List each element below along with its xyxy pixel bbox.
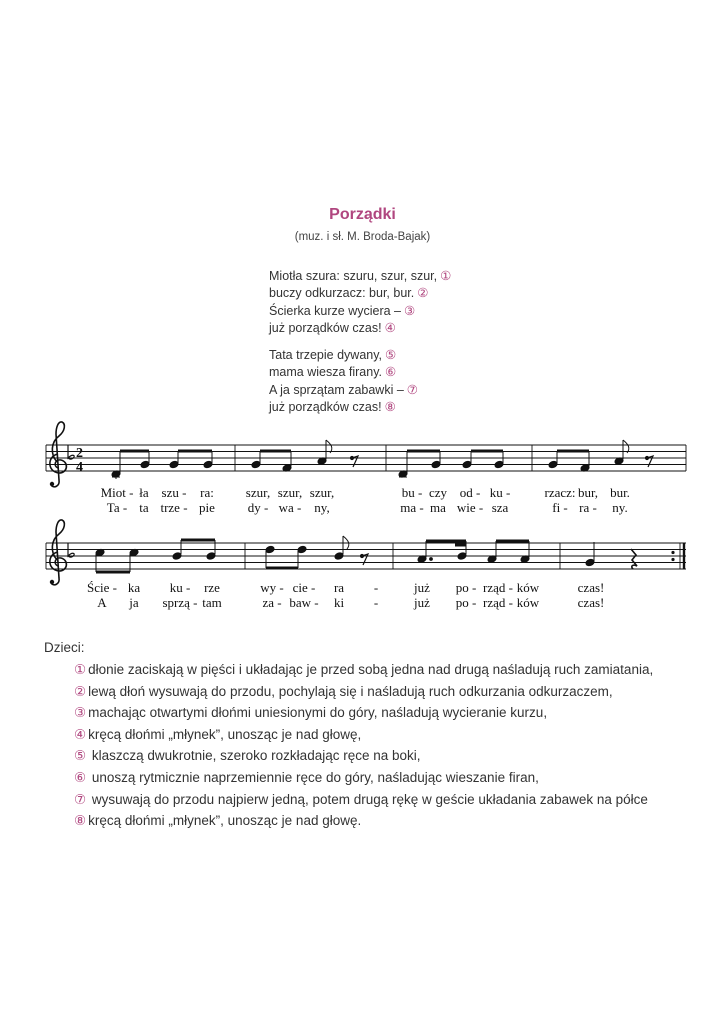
lyric-syllable: Ście - [87, 580, 117, 595]
flat-icon [68, 543, 74, 557]
lyric-syllable: pie [199, 500, 215, 515]
lyric-syllable: szur, [309, 485, 335, 500]
flat-icon [68, 445, 74, 459]
lyric-syllable: od - [459, 485, 481, 500]
lyric-syllable: ków [516, 580, 540, 595]
stanza-line: buczy odkurzacz: bur, bur. ② [269, 286, 429, 301]
lyric-syllable: ra - [579, 500, 597, 515]
lyric-syllable: czy [428, 485, 448, 500]
lyric-syllable: bur, [577, 485, 599, 500]
lyric-syllable: ny, [314, 500, 330, 515]
lyric-syllable: ku - [489, 485, 511, 500]
lyric-syllable: tam [202, 595, 222, 610]
time-signature-bottom: 4 [76, 460, 83, 475]
stanza-line: Tata trzepie dywany, ⑤ [269, 348, 397, 362]
lyric-syllable: bu - [401, 485, 423, 500]
time-signature-top: 2 [76, 446, 83, 461]
list-item: ⑦ wysuwają do przodu najpierw jedną, potem drugą rękę w geście układania zabawek na półce [74, 791, 648, 807]
lyric-syllable: dy - [247, 500, 269, 515]
lyrics-system-2-verse-1 [0, 580, 725, 596]
lyric-syllable: Miot - [100, 485, 134, 500]
lyrics-system-2-verse-2 [0, 595, 725, 611]
lyric-syllable: baw - [289, 595, 319, 610]
lyric-syllable: cie - [292, 580, 316, 595]
list-item: ② lewą dłoń wysuwają do przodu, pochylają się i naśladują ruch odkurzania odkurzaczem, [74, 683, 613, 699]
lyric-syllable: ja [129, 595, 139, 610]
lyric-syllable: sprzą - [162, 595, 198, 610]
treble-clef-icon [50, 520, 67, 585]
lyric-syllable: po - [455, 595, 477, 610]
lyric-syllable: ma - [400, 500, 424, 515]
song-author: (muz. i sł. M. Broda-Bajak) [294, 231, 431, 243]
lyric-syllable: czas! [577, 595, 605, 610]
kids-heading: Dzieci: [44, 640, 85, 655]
lyric-syllable: ta [139, 500, 149, 515]
lyric-syllable: rzacz: [544, 485, 576, 500]
list-item: ③ machając otwartymi dłońmi uniesionymi do góry, naśladują wycieranie kurzu, [74, 705, 548, 721]
list-item: ⑤ klaszczą dwukrotnie, szeroko rozkładając ręce na boki, [74, 748, 421, 764]
lyric-syllable: ny. [612, 500, 628, 515]
list-item: ① dłonie zaciskają w pięści i układając je przed sobą jedna nad drugą naśladują ruch zamiatania, [74, 662, 654, 677]
stanza-line: Ścierka kurze wyciera – ③ [269, 303, 416, 318]
lyric-syllable: wy - [260, 580, 284, 595]
lyric-syllable: ka [127, 580, 141, 595]
lyric-syllable: fi - [552, 500, 568, 515]
stanza-line: A ja sprzątam zabawki – ⑦ [269, 382, 419, 397]
lyric-syllable: trze - [160, 500, 188, 515]
list-item: ⑥ unoszą rytmicznie naprzemiennie ręce do góry, naśladując wieszanie firan, [74, 769, 539, 785]
lyrics-system-1-verse-2 [0, 500, 725, 516]
lyric-syllable: - [373, 595, 379, 610]
lyric-syllable: rze [204, 580, 220, 595]
kids-instructions-list [74, 659, 653, 832]
lyric-syllable: szu - [161, 485, 187, 500]
lyric-syllable: już [414, 580, 430, 595]
stanza-line: już porządków czas! ④ [269, 320, 396, 335]
lyric-syllable: rząd - [483, 580, 513, 595]
lyric-syllable: szur, [245, 485, 271, 500]
lyric-syllable: ła [139, 485, 149, 500]
list-item: ④ kręcą dłońmi „młynek”, unosząc je nad głowę, [74, 726, 362, 742]
staff-system-2 [46, 520, 686, 585]
lyrics-system-1-verse-1 [0, 485, 725, 501]
lyric-syllable: ki [333, 595, 345, 610]
lyric-syllable: wie - [456, 500, 484, 515]
list-item: ⑧ kręcą dłońmi „młynek”, unosząc je nad głowę. [74, 813, 362, 829]
lyric-syllable: wa - [278, 500, 302, 515]
lyric-syllable: ra [333, 580, 345, 595]
lyric-syllable: za - [262, 595, 282, 610]
lyric-syllable: bur. [610, 485, 630, 500]
lyric-syllable: ra: [200, 485, 214, 500]
lyric-syllable: rząd - [483, 595, 513, 610]
staff-system-1 [46, 422, 686, 487]
stanza-line: mama wiesza firany. ⑥ [269, 365, 397, 380]
lyric-syllable: ków [516, 595, 540, 610]
lyric-syllable: czas! [577, 580, 605, 595]
stanza-line: już porządków czas! ⑧ [269, 399, 396, 414]
lyric-syllable: ku - [169, 580, 191, 595]
stanza-line: Miotła szura: szuru, szur, szur, ① [269, 269, 452, 283]
treble-clef-icon [50, 422, 67, 487]
lyric-syllable: po - [455, 580, 477, 595]
lyric-syllable: - [373, 580, 379, 595]
lyric-syllable: już [414, 595, 430, 610]
lyric-syllable: ma [430, 500, 446, 515]
lyric-syllable: Ta - [106, 500, 128, 515]
lyric-syllable: sza [491, 500, 509, 515]
lyric-syllable: szur, [277, 485, 303, 500]
song-title: Porządki [329, 206, 396, 223]
lyric-syllable: A [97, 595, 107, 610]
